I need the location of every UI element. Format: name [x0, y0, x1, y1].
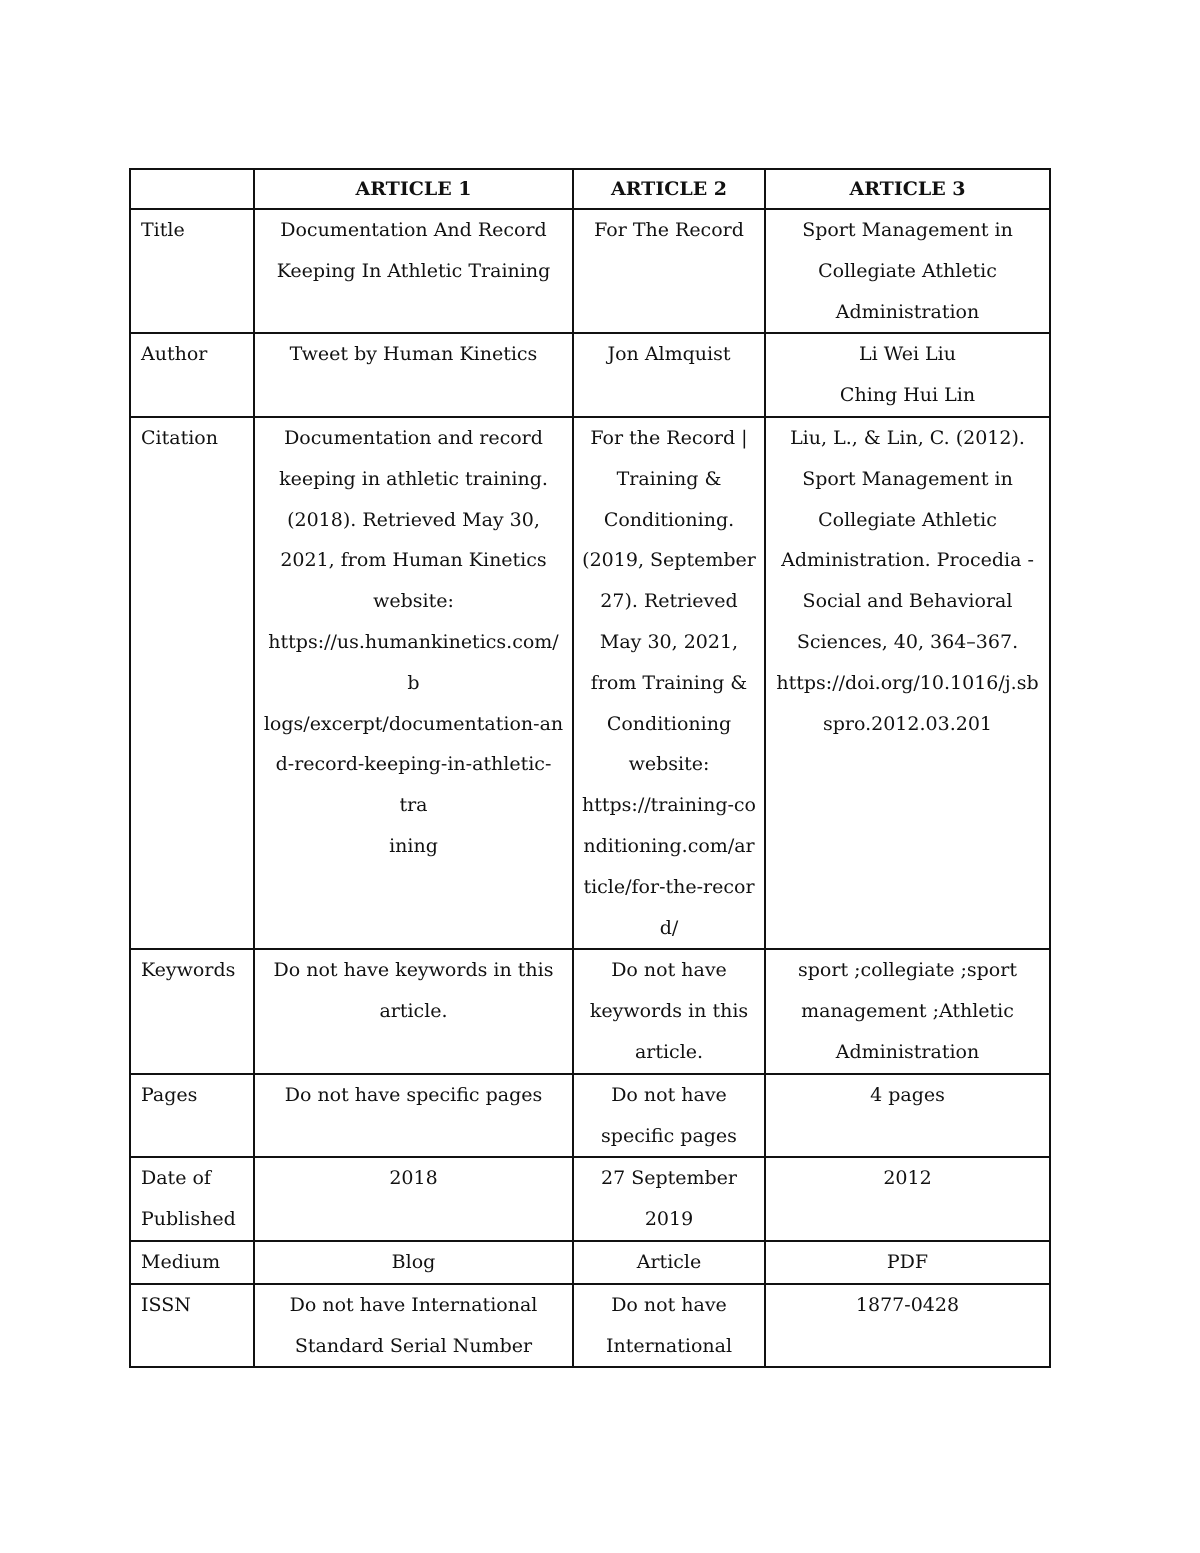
row-label: ISSN	[130, 1284, 254, 1368]
cell-line: d/	[659, 916, 679, 939]
cell-line: Documentation and record	[284, 426, 543, 449]
table-body	[130, 209, 1050, 1367]
cell-line: Training &	[616, 467, 722, 490]
header-article-1: ARTICLE 1	[254, 169, 573, 209]
cell-line: Do not have International	[289, 1293, 538, 1316]
cell-line: For the Record |	[590, 426, 748, 449]
row-label-line: Date of	[141, 1167, 211, 1190]
table-row	[130, 1157, 1050, 1241]
row-label: Citation	[130, 417, 254, 949]
cell-article-3	[765, 417, 1050, 949]
cell-line: Administration	[835, 1040, 980, 1063]
cell-line: 2012	[883, 1167, 932, 1190]
header-empty-cell	[130, 169, 254, 209]
cell-line: Sport Management in	[802, 219, 1013, 241]
row-label-line: Published	[141, 1208, 236, 1231]
header-row	[130, 169, 1050, 209]
cell-line: May 30, 2021,	[599, 630, 739, 653]
cell-article-1	[254, 949, 573, 1073]
row-label: Author	[130, 333, 254, 417]
cell-line: sport ;collegiate ;sport	[798, 959, 1017, 982]
cell-line: Do not have	[611, 1083, 727, 1106]
cell-line: https://us.humankinetics.com/b	[268, 630, 559, 694]
cell-line: spro.2012.03.201	[822, 712, 992, 735]
cell-line: Keeping In Athletic Training	[276, 259, 551, 282]
cell-line: Social and Behavioral	[802, 590, 1013, 613]
cell-line: International	[605, 1334, 733, 1357]
cell-line: Jon Almquist	[607, 343, 731, 366]
cell-article-2	[573, 1241, 765, 1284]
cell-article-1	[254, 1157, 573, 1241]
cell-line: 2019	[644, 1208, 694, 1231]
cell-article-1	[254, 417, 573, 949]
cell-article-2	[573, 1157, 765, 1241]
cell-article-1	[254, 333, 573, 417]
cell-article-1	[254, 1241, 573, 1284]
cell-article-2	[573, 209, 765, 333]
table-row	[130, 1074, 1050, 1158]
cell-line: Conditioning	[606, 712, 732, 735]
cell-line: ining	[389, 834, 438, 857]
cell-article-1	[254, 209, 573, 333]
cell-line: Do not have keywords in this	[273, 959, 554, 982]
article-comparison-table	[129, 168, 1051, 1368]
cell-article-3	[765, 1157, 1050, 1241]
cell-article-3	[765, 1284, 1050, 1368]
cell-article-3	[765, 1241, 1050, 1284]
row-label: Medium	[130, 1241, 254, 1284]
cell-line: Sport Management in	[802, 467, 1013, 490]
cell-article-2	[573, 1284, 765, 1368]
cell-article-2	[573, 1074, 765, 1158]
cell-article-2	[573, 333, 765, 417]
cell-line: Administration. Procedia -	[781, 549, 1034, 572]
table-row	[130, 209, 1050, 333]
cell-line: For The Record	[594, 219, 744, 241]
cell-line: https://training-co	[582, 794, 756, 817]
cell-line: PDF	[886, 1250, 929, 1273]
cell-line: Documentation And Record	[280, 219, 547, 241]
table-row	[130, 333, 1050, 417]
row-label: Title	[130, 209, 254, 333]
cell-line: 4 pages	[870, 1083, 945, 1106]
header-article-2: ARTICLE 2	[573, 169, 765, 209]
cell-line: (2019, September	[582, 549, 756, 572]
row-label: Pages	[130, 1074, 254, 1158]
cell-article-3	[765, 949, 1050, 1073]
cell-line: Collegiate Athletic	[818, 508, 997, 531]
cell-line: 27 September	[600, 1167, 738, 1190]
cell-article-3	[765, 1074, 1050, 1158]
cell-line: Liu, L., & Lin, C. (2012).	[790, 426, 1025, 449]
cell-line: 2018	[389, 1167, 438, 1190]
cell-line: Collegiate Athletic	[818, 259, 997, 282]
cell-line: nditioning.com/ar	[583, 834, 755, 857]
cell-article-2	[573, 417, 765, 949]
row-label	[130, 1157, 254, 1241]
cell-line: Li Wei Liu	[858, 343, 956, 366]
cell-article-2	[573, 949, 765, 1073]
cell-line: Do not have specific pages	[284, 1083, 543, 1106]
cell-line: Conditioning.	[603, 508, 735, 531]
cell-line: article.	[634, 1040, 704, 1063]
table-row	[130, 417, 1050, 949]
cell-line: d-record-keeping-in-athletic-tra	[275, 753, 552, 817]
table-row	[130, 949, 1050, 1073]
cell-line: 1877-0428	[855, 1293, 960, 1316]
cell-line: keywords in this	[589, 1000, 749, 1023]
cell-line: specific pages	[601, 1124, 737, 1147]
cell-line: management ;Athletic	[801, 1000, 1014, 1023]
header-article-3: ARTICLE 3	[765, 169, 1050, 209]
cell-line: Do not have	[611, 959, 727, 982]
cell-line: website:	[628, 753, 710, 776]
cell-article-1	[254, 1284, 573, 1368]
cell-line: article.	[379, 1000, 448, 1023]
cell-line: 27). Retrieved	[600, 590, 738, 613]
cell-line: website:	[373, 590, 454, 613]
cell-line: from Training &	[590, 671, 748, 694]
cell-line: Article	[636, 1250, 702, 1273]
cell-article-3	[765, 209, 1050, 333]
cell-line: Ching Hui Lin	[839, 384, 976, 407]
cell-line: https://doi.org/10.1016/j.sb	[776, 671, 1039, 694]
table-row	[130, 1241, 1050, 1284]
cell-line: Do not have	[611, 1293, 727, 1316]
row-label: Keywords	[130, 949, 254, 1073]
cell-line: Sciences, 40, 364–367.	[796, 630, 1019, 653]
cell-line: (2018). Retrieved May 30,	[287, 508, 540, 531]
cell-line: Standard Serial Number	[294, 1334, 533, 1357]
cell-line: Administration	[835, 300, 980, 323]
cell-line: Tweet by Human Kinetics	[289, 343, 538, 366]
cell-line: logs/excerpt/documentation-an	[263, 712, 564, 735]
cell-line: 2021, from Human Kinetics	[280, 549, 547, 572]
cell-line: keeping in athletic training.	[279, 467, 548, 490]
cell-line: ticle/for-the-recor	[583, 875, 755, 898]
cell-line: Blog	[391, 1250, 436, 1273]
cell-article-1	[254, 1074, 573, 1158]
table-row	[130, 1284, 1050, 1368]
cell-article-3	[765, 333, 1050, 417]
